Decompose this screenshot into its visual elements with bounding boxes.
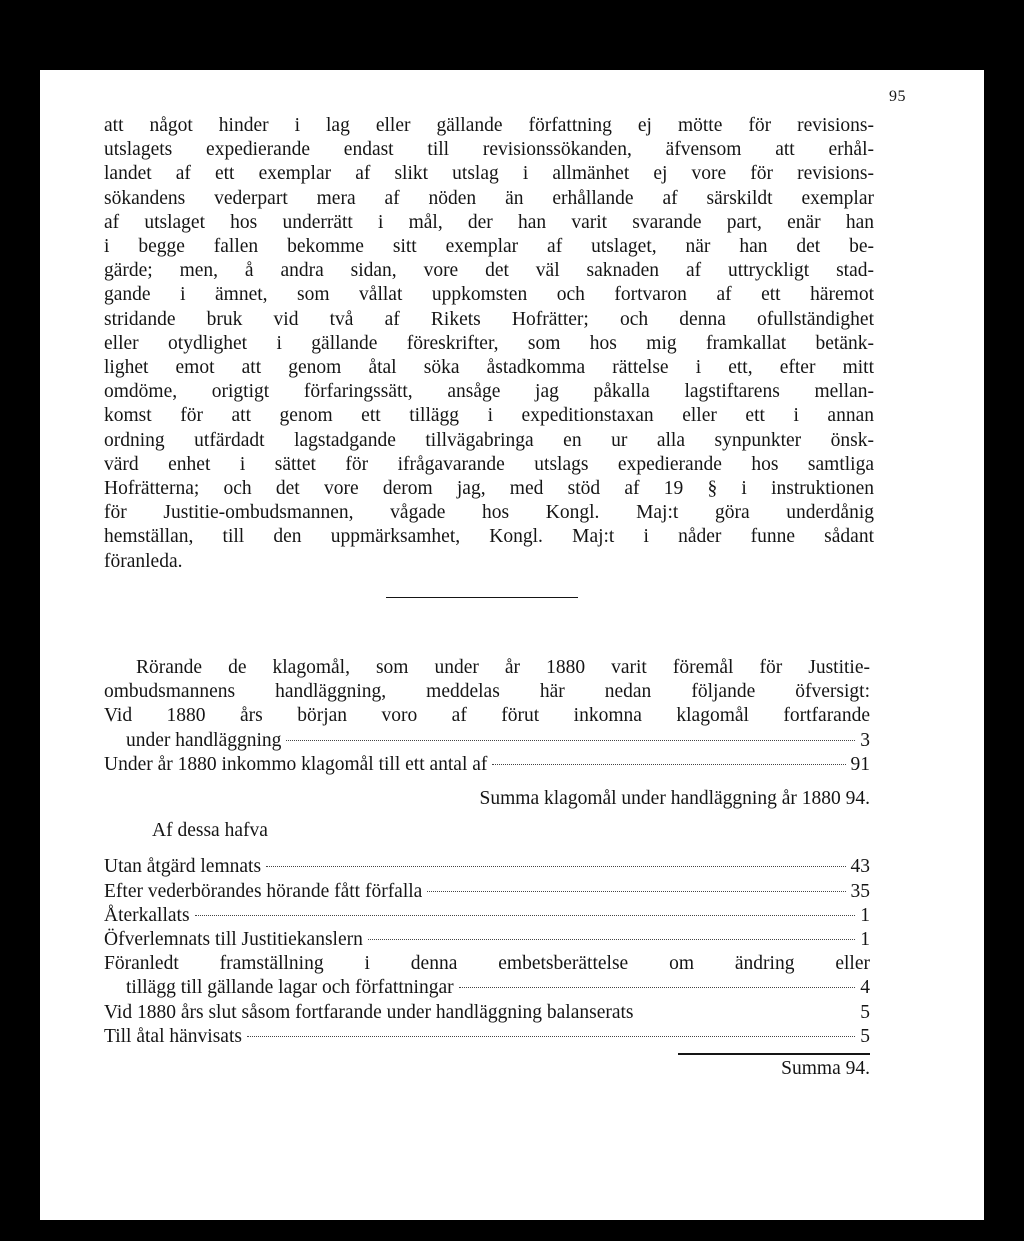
outcome-value: 35 (850, 880, 870, 902)
body-line: landet af ett exemplar af slikt utslag i allmänhet ej vore för revisions- (104, 163, 874, 185)
dot-leader (195, 915, 856, 916)
proposal-row (104, 976, 870, 1000)
body-line: stridande bruk vid två af Rikets Hofrätter; och denna ofullständighet (104, 308, 874, 330)
proposal-label-cont: tillägg till gällande lagar och författningar (126, 977, 454, 999)
received-row (104, 753, 870, 777)
dot-leader (459, 987, 856, 988)
dot-leader (266, 866, 845, 867)
total-under-handling: Summa klagomål under handläggning år 1880 94. (479, 788, 870, 810)
summary-intro-line: ombudsmannens handläggning, meddelas här nedan följande öfversigt: (104, 681, 870, 703)
section-divider (386, 597, 578, 598)
start-balance-label: Vid 1880 års början voro af förut inkomna klagomål fortfarande (104, 705, 870, 727)
prosecution-value: 5 (860, 1025, 870, 1047)
body-line: utslagets expedierande endast till revisionssökanden, äfvensom att erhål- (104, 139, 874, 161)
body-line: komst för att genom ett tillägg i expeditionstaxan eller ett i annan (104, 405, 874, 427)
end-balance-label: Vid 1880 års slut såsom fortfarande under handläggning balanserats (104, 1001, 634, 1023)
body-line: i begge fallen bekomme sitt exemplar af utslaget, när han det be- (104, 236, 874, 258)
summary-intro-line: Rörande de klagomål, som under år 1880 varit föremål för Justitie- (136, 657, 870, 678)
body-line: ordning utfärdadt lagstadgande tillvägabringa en ur alla synpunkter önsk- (104, 429, 874, 451)
dot-leader (368, 939, 855, 940)
outcome-value: 1 (860, 904, 870, 926)
outcome-row (104, 880, 870, 904)
outcome-row (104, 928, 870, 952)
outcome-row (104, 904, 870, 928)
outcome-label: Öfverlemnats till Justitiekanslern (104, 929, 363, 951)
page-number: 95 (889, 88, 906, 105)
body-paragraph (104, 114, 874, 574)
proposal-value: 4 (860, 977, 870, 999)
received-label: Under år 1880 inkommo klagomål till ett antal af (104, 753, 488, 775)
outcome-label: Utan åtgärd lemnats (104, 856, 262, 878)
start-balance-row (104, 729, 870, 753)
body-line: sökandens vederpart mera af nöden än erhållande af särskildt exemplar (104, 187, 874, 209)
start-balance-label-cont: under handläggning (126, 729, 282, 751)
final-total: Summa 94. (781, 1058, 870, 1080)
document-page (40, 70, 984, 1220)
total-rule (678, 1053, 870, 1055)
proposal-label: Föranledt framställning i denna embetsberättelse om ändring eller (104, 953, 870, 975)
end-balance-value: 5 (860, 1001, 870, 1023)
body-line: att något hinder i lag eller gällande författning ej mötte för revisions- (104, 115, 874, 136)
body-line: eller otydlighet i gällande föreskrifter, som hos mig framkallat betänk- (104, 332, 874, 354)
body-line: gande i ämnet, som vållat uppkomsten och fortvaron af ett häremot (104, 284, 874, 306)
end-balance-row (104, 1001, 870, 1025)
outcome-row (104, 855, 870, 879)
start-balance-value: 3 (860, 729, 870, 751)
body-line: omdöme, origtigt förfaringssätt, ansåge jag påkalla lagstiftarens mellan- (104, 381, 874, 403)
outcome-value: 1 (860, 929, 870, 951)
body-line: lighet emot att genom åtal söka åstadkomma rättelse i ett, efter mitt (104, 357, 874, 379)
body-line: hemställan, till den uppmärksamhet, Kongl. Maj:t i nåder funne sådant (104, 526, 874, 548)
prosecution-row (104, 1025, 870, 1049)
dot-leader (286, 740, 855, 741)
body-line: värd enhet i sättet för ifrågavarande utslags expedierande hos samtliga (104, 453, 874, 475)
body-line: föranleda. (104, 550, 183, 572)
received-value: 91 (850, 753, 870, 775)
dot-leader (247, 1036, 855, 1037)
body-line: för Justitie-ombudsmannen, vågade hos Kongl. Maj:t göra underdånig (104, 502, 874, 524)
outcome-label: Efter vederbörandes hörande fått förfalla (104, 880, 423, 902)
dot-leader (427, 891, 845, 892)
prosecution-label: Till åtal hänvisats (104, 1025, 242, 1047)
outcomes-subheading: Af dessa hafva (152, 820, 268, 842)
outcome-value: 43 (850, 856, 870, 878)
dot-leader (492, 764, 845, 765)
outcome-label: Återkallats (104, 904, 190, 926)
body-line: gärde; men, å andra sidan, vore det väl saknaden af uttryckligt stad- (104, 260, 874, 282)
body-line: af utslaget hos underrätt i mål, der han varit svarande part, enär han (104, 211, 874, 233)
body-line: Hofrätterna; och det vore derom jag, med stöd af 19 § i instruktionen (104, 478, 874, 500)
complaints-summary (104, 656, 870, 1081)
